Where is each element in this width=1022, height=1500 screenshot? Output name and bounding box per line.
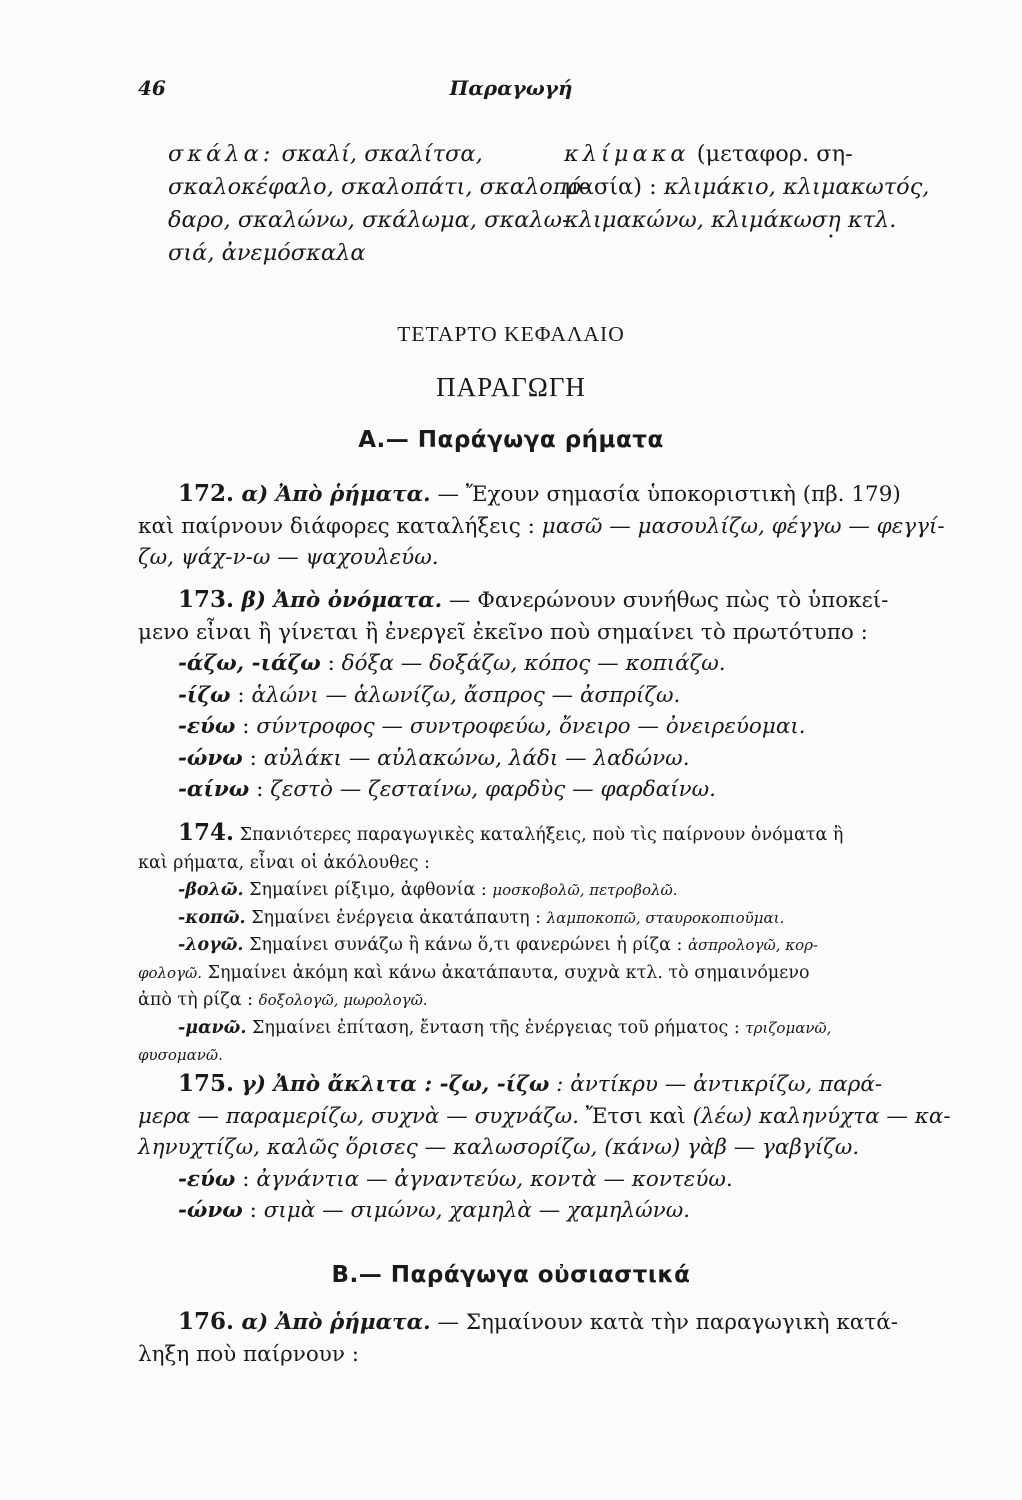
- right-line: μασία) : κλιμάκιο, κλιμακωτός,: [564, 174, 930, 200]
- suffix-row: -εύω : σύντροφος — συντροφεύω, ὄνειρο — ὀνειρεύομαι.: [178, 714, 806, 739]
- chapter-title: ΠΑΡΑΓΩΓΗ: [436, 372, 586, 402]
- paragraph-174: 174. Σπανιότερες παραγωγικὲς καταλήξεις, ποὺ τὶς παίρνουν ὀνόματα ἢ καὶ ρήματα, εἶναι οἱ ἀκόλουθες : -βολῶ. Σημαίνει ρίξιμο, ἀφθονία : μοσκοβολῶ, πετροβολῶ. -κοπῶ. Σημαίνει ἐνέργεια ἀκατάπαυτη : λαμποκοπῶ, σταυροκοπιοῦμαι. -λογῶ. Σημαίνει συνάζω ἢ κάνω ὅ,τι φανερώνει ἡ ρίζα : ἀσπρολογῶ, κορ- φολογῶ. Σημαίνει ἀκόμη καὶ κάνω ἀκατάπαυτα, συχνὰ κτλ. τὸ σημαινόμενο ἀπὸ τὴ ρίζα : δοξολογῶ, μωρολογῶ. -μανῶ. Σημαίνει ἐπίταση, ἔνταση τῆς ἐνέργειας τοῦ ρήματος : τριζομανῶ, φυσομανῶ.: [138, 819, 944, 1070]
- suffix-row: -ίζω : ἁλώνι — ἁλωνίζω, ἄσπρος — ἀσπρίζω.: [178, 682, 681, 708]
- paragraph-173: 173. β) Ἀπὸ ὀνόματα. — Φανερώνουν συνήθως πὼς τὸ ὑποκεί- μενο εἶναι ἢ γίνεται ἢ ἐνεργεῖ ἐκεῖνο ποὺ σημαίνει τὸ πρωτότυπο : -άζω, -ιάζω : δόξα — δοξάζω, κόπος — κοπιάζω. -ίζω : ἁλώνι — ἁλωνίζω, ἄσπρος — ἀσπρίζω. -εύω : σύντροφος — συντροφεύω, ὄνειρο — ὀνειρεύομαι. -ώνω : αὐλάκι — αὐλακώνω, λάδι — λαδώνω. -αίνω : ζεστὸ — ζεσταίνω, φαρδὺς — φαρδαίνω.: [138, 584, 944, 806]
- right-line: κλιμακώνω, κλιμάκωση κτλ.: [564, 207, 897, 233]
- suffix-row: -ώνω : αὐλάκι — αὐλακώνω, λάδι — λαδώνω.: [178, 745, 690, 771]
- suffix-row: -άζω, -ιάζω : δόξα — δοξάζω, κόπος — κοπιάζω.: [178, 651, 726, 676]
- suffix-row: -μανῶ. Σημαίνει ἐπίταση, ἔνταση τῆς ἐνέργειας τοῦ ρήματος : τριζομανῶ,: [178, 1017, 832, 1038]
- left-line: σκάλα: σκαλί, σκαλίτσα,: [168, 141, 483, 167]
- page-number: 46: [138, 76, 166, 100]
- suffix-row: -κοπῶ. Σημαίνει ἐνέργεια ἀκατάπαυτη : λαμποκοπῶ, σταυροκοπιοῦμαι.: [178, 907, 785, 928]
- paragraph-175: 175. γ) Ἀπὸ ἄκλιτα : -ζω, -ίζω : ἀντίκρυ — ἀντικρίζω, παρά- μερα — παραμερίζω, συχνὰ — συχνάζω. Ἔτσι καὶ (λέω) καληνύχτα — κα- ληνυχτίζω, καλῶς ὅρισες — καλωσορίζω, (κάνω) γὰβ — γαβγίζω. -εύω : ἀγνάντια — ἀγναντεύω, κοντὰ — κοντεύω. -ώνω : σιμὰ — σιμώνω, χαμηλὰ — χαμηλώνω.: [138, 1068, 944, 1227]
- suffix-row: -βολῶ. Σημαίνει ρίξιμο, ἀφθονία : μοσκοβολῶ, πετροβολῶ.: [178, 880, 678, 900]
- section-b-heading: Β.— Παράγωγα οὐσιαστικά: [331, 1262, 691, 1288]
- section-a-heading: Α.— Παράγωγα ρήματα: [358, 427, 664, 453]
- suffix-row: -αίνω : ζεστὸ — ζεσταίνω, φαρδὺς — φαρδαίνω.: [178, 777, 717, 802]
- suffix-row: -ώνω : σιμὰ — σιμώνω, χαμηλὰ — χαμηλώνω.: [178, 1198, 691, 1223]
- chapter-label: ΤΕΤΑΡΤΟ ΚΕΦΑΛΑΙΟ: [397, 322, 625, 346]
- left-column: [168, 138, 589, 270]
- speck-mark: •: [828, 232, 834, 243]
- paragraph-176: 176. α) Ἀπὸ ῥήματα. — Σημαίνουν κατὰ τὴν παραγωγικὴ κατά- ληξη ποὺ παίρνουν :: [138, 1308, 898, 1367]
- right-line: κλίμακα (μεταφορ. ση-: [564, 141, 853, 167]
- left-line: σκαλοκέφαλο, σκαλοπάτι, σκαλοπό-: [168, 174, 589, 200]
- suffix-row: -λογῶ. Σημαίνει συνάζω ἢ κάνω ὅ,τι φανερώνει ἡ ρίζα : ἀσπρολογῶ, κορ-: [178, 935, 819, 955]
- page-header: [138, 76, 884, 106]
- running-title: Παραγωγή: [449, 76, 573, 100]
- right-column: [564, 138, 948, 237]
- left-line: δαρο, σκαλώνω, σκάλωμα, σκαλω-: [168, 207, 570, 233]
- paragraph-172: 172. α) Ἀπὸ ῥήματα. — Ἔχουν σημασία ὑποκοριστικὴ (πβ. 179) καὶ παίρνουν διάφορες καταλήξεις : μασῶ — μασουλίζω, φέγγω — φεγγί- ζω, ψάχ-ν-ω — ψαχουλεύω.: [138, 480, 945, 570]
- suffix-row: -εύω : ἀγνάντια — ἀγναντεύω, κοντὰ — κοντεύω.: [178, 1166, 733, 1192]
- left-line: σιά, ἀνεμόσκαλα: [168, 240, 366, 266]
